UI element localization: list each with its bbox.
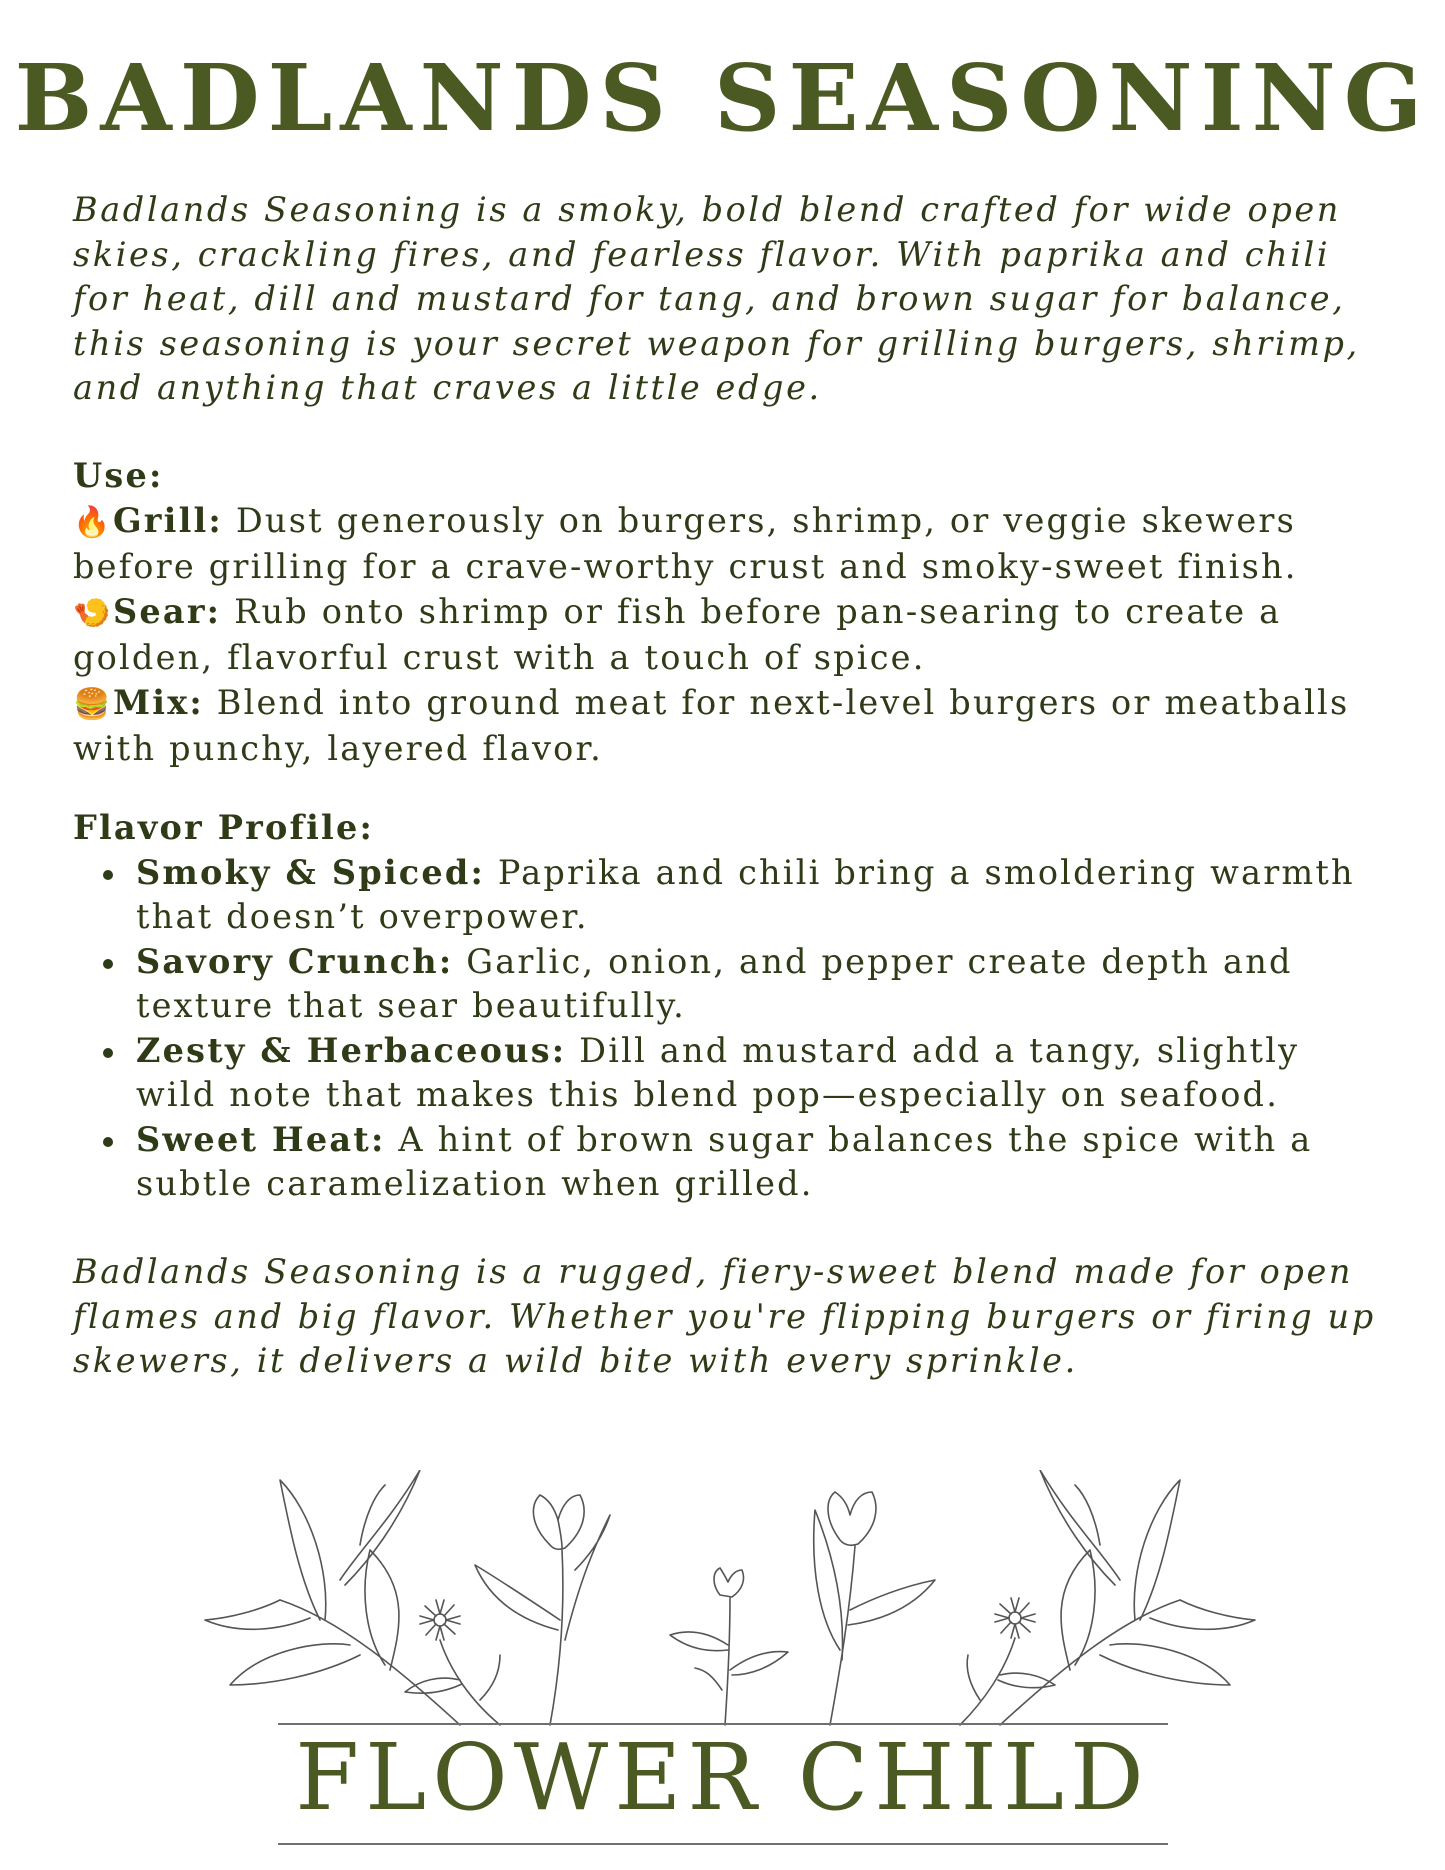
flavor-list <box>73 851 1383 1207</box>
use-item-grill <box>73 499 1383 590</box>
use-section <box>73 454 1383 772</box>
use-heading: Use: <box>73 456 164 495</box>
use-item-label: Grill: <box>113 500 224 540</box>
use-item-text: Dust generously on burgers, shrimp, or veggie skewers before grilling for a crave-worthy crust and smoky-sweet finish. <box>73 500 1298 586</box>
flavor-section <box>73 806 1383 1207</box>
use-item-text: Rub onto shrimp or fish before pan-searing to create a golden, flavorful crust with a touch of spice. <box>73 591 1282 677</box>
flavor-heading: Flavor Profile: <box>73 808 375 847</box>
intro-paragraph: Badlands Seasoning is a smoky, bold blend crafted for wide open skies, crackling fires, and fearless flavor. With paprika and chili for heat, dill and mustard for tang, and brown sugar for balance, this seasoning is your secret weapon for grilling burgers, shrimp, and anything that craves a little edge. <box>73 190 1360 407</box>
use-item-label: Mix: <box>113 682 204 722</box>
divider-bottom <box>278 1843 1168 1845</box>
list-item <box>73 851 1383 940</box>
flavor-item-text: A hint of brown sugar balances the spice with a subtle caramelization when grilled. <box>136 1119 1313 1203</box>
burger-icon: 🍔 <box>73 686 113 722</box>
flavor-item-label: Savory Crunch: <box>136 941 454 981</box>
flavor-item-text: Paprika and chili bring a smoldering warmth that doesn’t overpower. <box>136 852 1355 936</box>
floral-illustration-icon <box>200 1470 1260 1740</box>
flavor-item-text: Garlic, onion, and pepper create depth and texture that sear beautifully. <box>136 941 1293 1025</box>
brand-logo: FLOWER CHILD <box>295 1724 1150 1831</box>
use-item-sear <box>73 590 1383 681</box>
flavor-item-label: Zesty & Herbaceous: <box>136 1030 567 1070</box>
fire-icon: 🔥 <box>73 504 113 540</box>
use-item-text: Blend into ground meat for next-level burgers or meatballs with punchy, layered flavor. <box>73 682 1350 768</box>
flavor-item-text: Dill and mustard add a tangy, slightly wild note that makes this blend pop—especially on seafood. <box>136 1030 1300 1114</box>
shrimp-icon: 🍤 <box>73 595 113 631</box>
list-item <box>73 1118 1383 1207</box>
flavor-item-label: Smoky & Spiced: <box>136 852 486 892</box>
list-item <box>73 1029 1383 1118</box>
outro-paragraph: Badlands Seasoning is a rugged, fiery-sweet blend made for open flames and big flavor. Whether you're flipping burgers or firing up skewers, it delivers a wild bite with every sprinkle. <box>73 1252 1376 1380</box>
list-item <box>73 940 1383 1029</box>
use-item-label: Sear: <box>113 591 222 631</box>
use-item-mix <box>73 681 1383 772</box>
flavor-item-label: Sweet Heat: <box>136 1119 386 1159</box>
page-title: BADLANDS SEASONING <box>14 44 1431 152</box>
